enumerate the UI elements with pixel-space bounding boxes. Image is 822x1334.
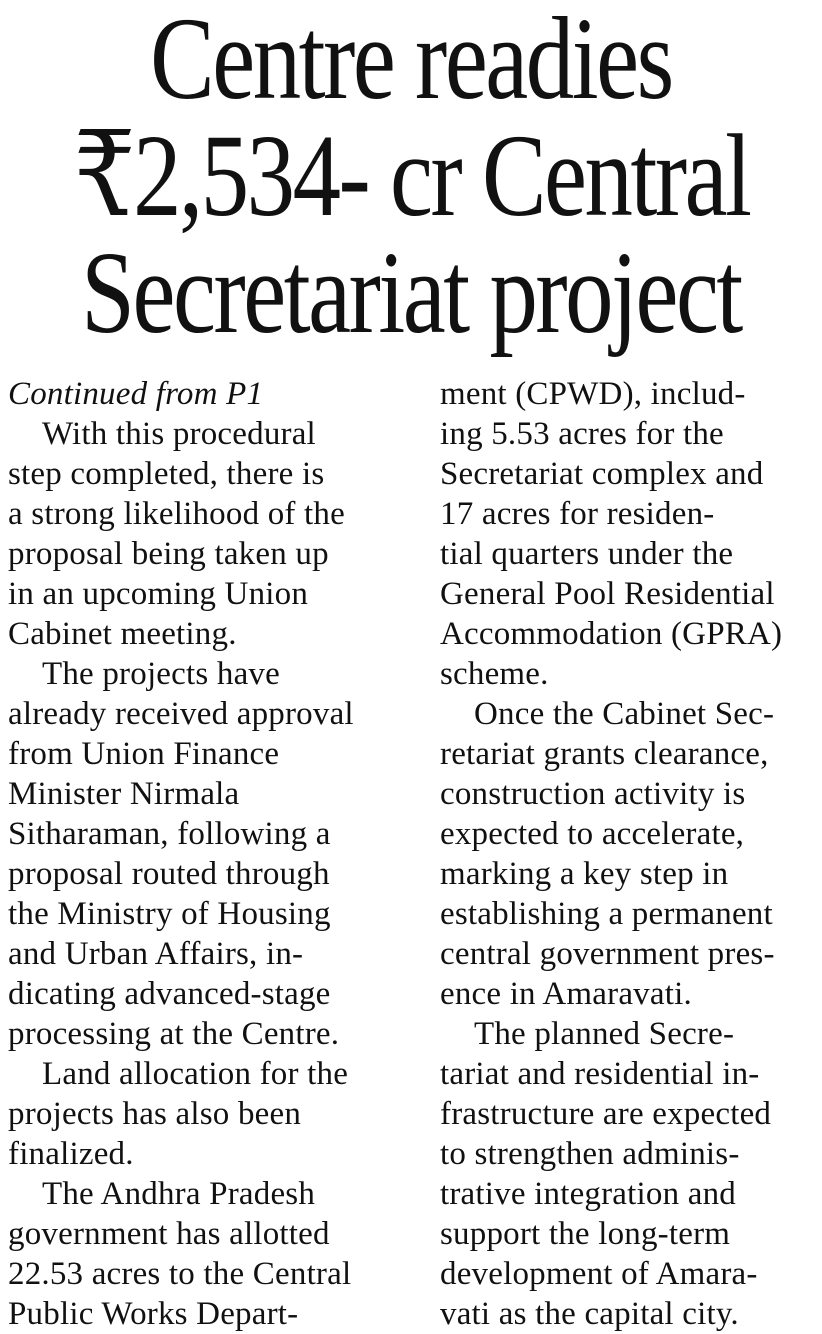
article-column-left xyxy=(8,374,418,1334)
article-line: scheme. xyxy=(440,656,549,692)
article-line: central government pres- xyxy=(440,936,775,972)
article-line: establishing a permanent xyxy=(440,896,773,932)
article-line: dicating advanced-stage xyxy=(8,976,331,1012)
article-line: Once the Cabinet Sec- xyxy=(474,696,775,732)
article-line: General Pool Residential xyxy=(440,576,775,612)
article-line: from Union Finance xyxy=(8,736,280,772)
continued-from-label: Continued from P1 xyxy=(8,376,264,412)
article-line: The Andhra Pradesh xyxy=(42,1176,316,1212)
article-line: Sitharaman, following a xyxy=(8,816,331,852)
article-column-right xyxy=(440,374,820,1334)
article-line: Secretariat complex and xyxy=(440,456,764,492)
headline-line: ₹2,534- cr Central xyxy=(73,110,750,241)
article-line: Accommodation (GPRA) xyxy=(440,616,783,652)
article-line: 17 acres for residen- xyxy=(440,496,715,532)
article-line: proposal being taken up xyxy=(8,536,329,572)
article-line: processing at the Centre. xyxy=(8,1016,340,1052)
article-line: tariat and residential in- xyxy=(440,1056,760,1092)
article-line: 22.53 acres to the Central xyxy=(8,1256,352,1292)
article-line: the Ministry of Housing xyxy=(8,896,331,932)
article-line: ment (CPWD), includ- xyxy=(440,376,746,412)
article-line: finalized. xyxy=(8,1136,134,1172)
article-line: a strong likelihood of the xyxy=(8,496,345,532)
article-line: construction activity is xyxy=(440,776,746,812)
article-line: vati as the capital city. xyxy=(440,1296,739,1332)
article-line: marking a key step in xyxy=(440,856,729,892)
article-line: support the long-term xyxy=(440,1216,731,1252)
article-line: and Urban Affairs, in- xyxy=(8,936,304,972)
article-line: government has allotted xyxy=(8,1216,330,1252)
article-line: development of Amara- xyxy=(440,1256,758,1292)
headline xyxy=(0,0,822,358)
article-line: in an upcoming Union xyxy=(8,576,309,612)
article-line: ence in Amaravati. xyxy=(440,976,692,1012)
article-line: retariat grants clearance, xyxy=(440,736,769,772)
article-line: The planned Secre- xyxy=(474,1016,735,1052)
article-line: Minister Nirmala xyxy=(8,776,240,812)
article-line: to strengthen adminis- xyxy=(440,1136,740,1172)
article-line: Cabinet meeting. xyxy=(8,616,237,652)
article-line: Public Works Depart- xyxy=(8,1296,299,1332)
article-line: frastructure are expected xyxy=(440,1096,772,1132)
article-line: ing 5.53 acres for the xyxy=(440,416,724,452)
article-line: Land allocation for the xyxy=(42,1056,349,1092)
article-line: proposal routed through xyxy=(8,856,330,892)
article-line: The projects have xyxy=(42,656,280,692)
headline-line: Centre readies xyxy=(150,0,672,124)
article-line: step completed, there is xyxy=(8,456,325,492)
article-line: trative integration and xyxy=(440,1176,736,1212)
article-line: projects has also been xyxy=(8,1096,302,1132)
article-line: tial quarters under the xyxy=(440,536,734,572)
article-line: With this procedural xyxy=(42,416,316,452)
headline-line: Secretariat project xyxy=(81,227,741,358)
article-line: already received approval xyxy=(8,696,354,732)
article-line: expected to accelerate, xyxy=(440,816,745,852)
